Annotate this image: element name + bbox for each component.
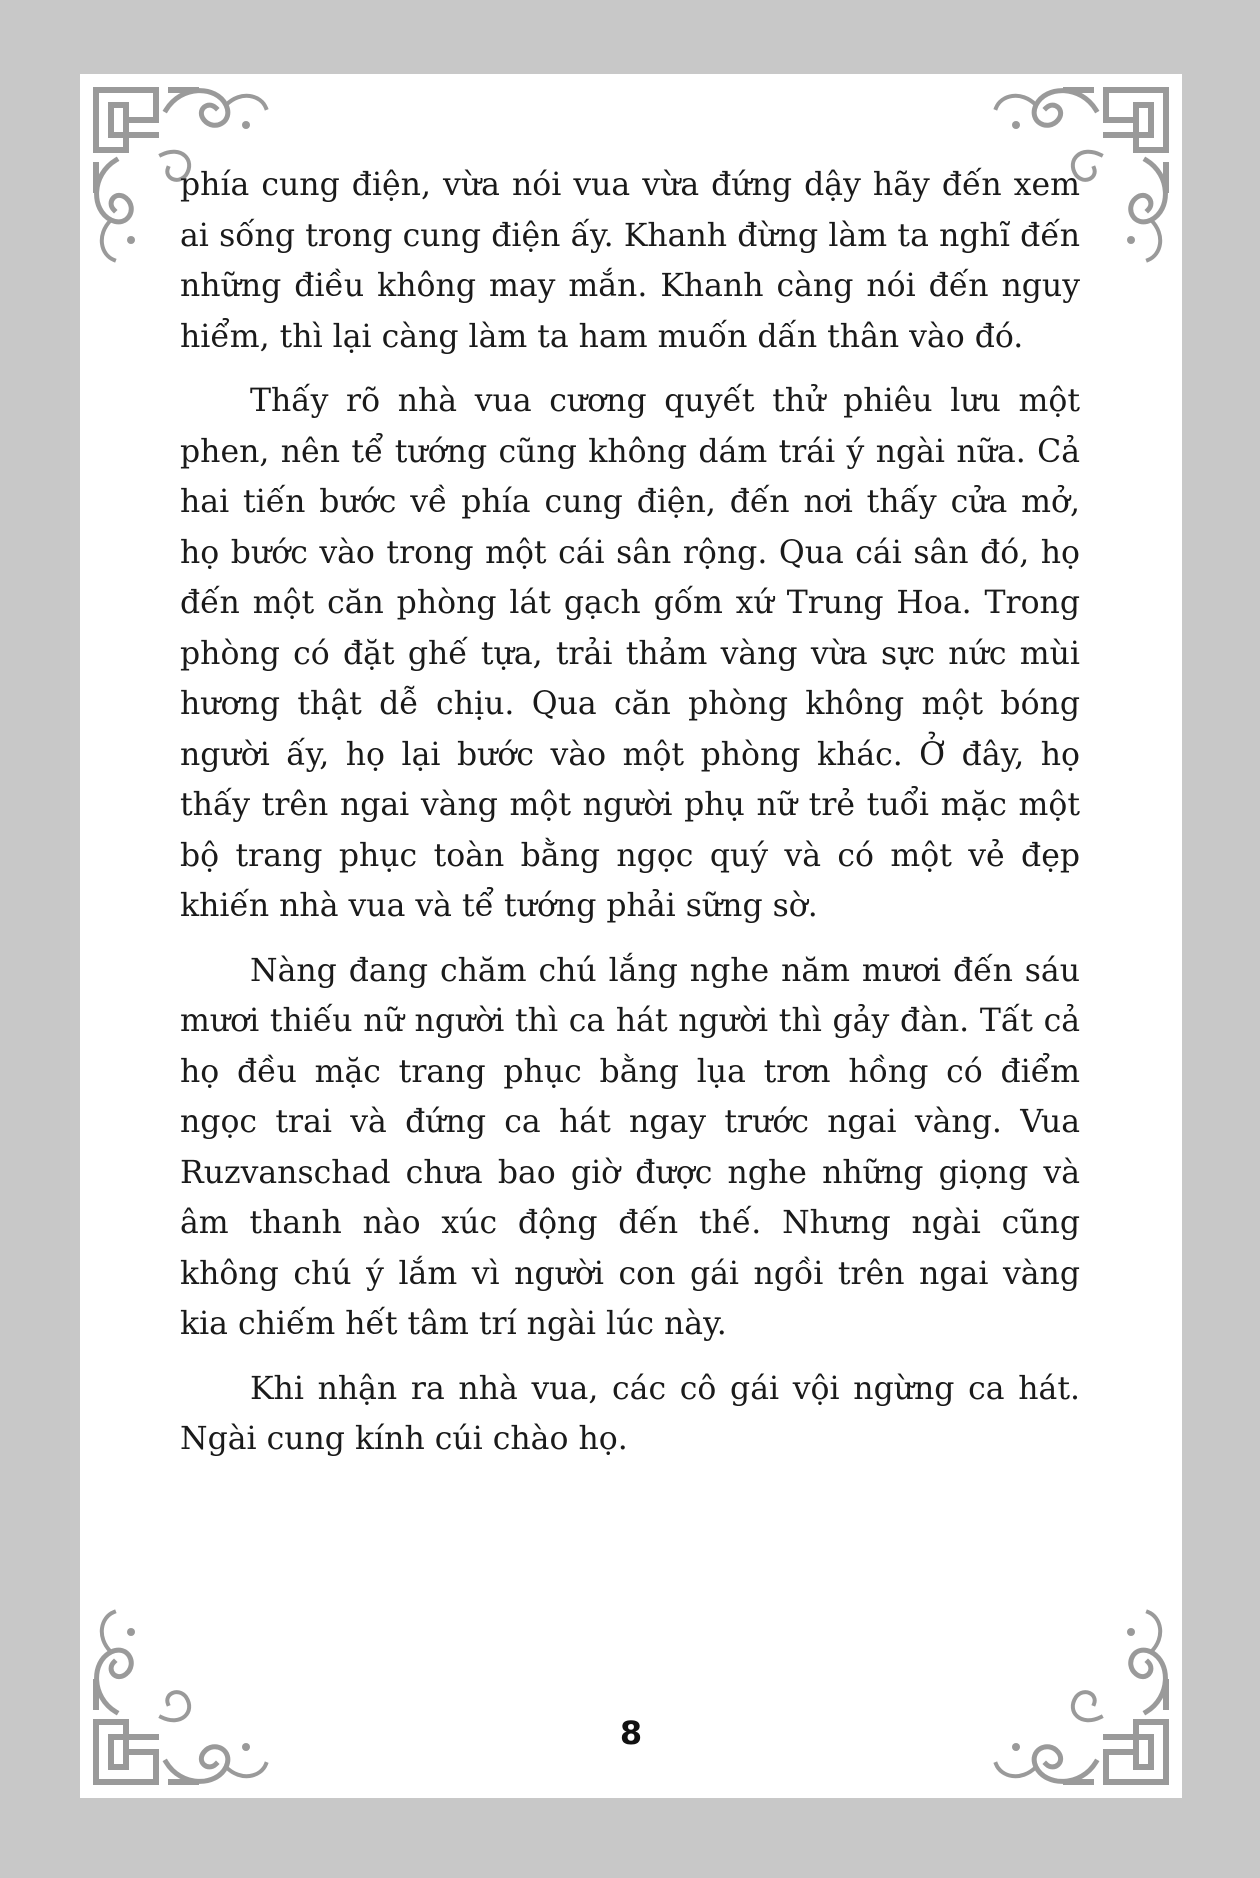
paragraph: phía cung điện, vừa nói vua vừa đứng dậy hãy đến xem ai sống trong cung điện ấy. Khanh đừng làm ta nghĩ đến những điều không may mắn. Khanh càng nói đến nguy hiểm, thì lại càng làm ta ham muốn dấn thân vào đó. xyxy=(180,167,1080,355)
paragraph: Nàng đang chăm chú lắng nghe năm mươi đến sáu mươi thiếu nữ người thì ca hát người thì gảy đàn. Tất cả họ đều mặc trang phục bằng lụa trơn hồng có điểm ngọc trai và đứng ca hát ngay trước ngai vàng. Vua Ruzvanschad chưa bao giờ được nghe những giọng và âm thanh nào xúc động đến thế. Nhưng ngài cũng không chú ý lắm vì người con gái ngồi trên ngai vàng kia chiếm hết tâm trí ngài lúc này. xyxy=(180,952,1080,1342)
paragraph: Khi nhận ra nhà vua, các cô gái vội ngừng ca hát. Ngài cung kính cúi chào họ. xyxy=(180,1370,1080,1457)
ornamental-corner-icon xyxy=(86,1602,276,1792)
page-number: 8 xyxy=(619,1714,643,1752)
ornamental-corner-icon xyxy=(986,1602,1176,1792)
book-page xyxy=(80,74,1182,1798)
body-text xyxy=(180,160,1080,1479)
paragraph: Thấy rõ nhà vua cương quyết thử phiêu lưu một phen, nên tể tướng cũng không dám trái ý ngài nữa. Cả hai tiến bước về phía cung điện, đến nơi thấy cửa mở, họ bước vào trong một cái sân rộng. Qua cái sân đó, họ đến một căn phòng lát gạch gốm xứ Trung Hoa. Trong phòng có đặt ghế tựa, trải thảm vàng vừa sực nức mùi hương thật dễ chịu. Qua căn phòng không một bóng người ấy, họ lại bước vào một phòng khác. Ở đây, họ thấy trên ngai vàng một người phụ nữ trẻ tuổi mặc một bộ trang phục toàn bằng ngọc quý và có một vẻ đẹp khiến nhà vua và tể tướng phải sững sờ. xyxy=(180,383,1080,924)
